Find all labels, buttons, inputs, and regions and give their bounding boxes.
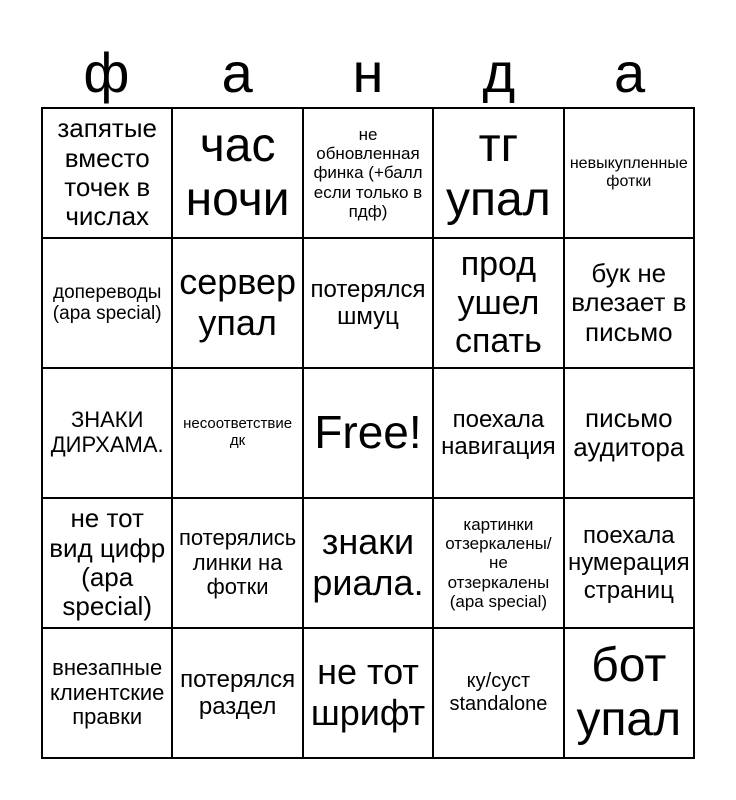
bingo-cell[interactable]: ку/суст standalone [433, 628, 563, 758]
bingo-cell[interactable]: картинки отзеркалены/ не отзеркалены (apa special) [433, 498, 563, 628]
bingo-cell[interactable]: ЗНАКИ ДИРХАМА. [42, 368, 172, 498]
bingo-cell[interactable]: бот упал [564, 628, 694, 758]
title-letter: а [614, 41, 646, 104]
bingo-cell[interactable]: невыкупленные фотки [564, 108, 694, 238]
bingo-cell[interactable]: не тот вид цифр (apa special) [42, 498, 172, 628]
free-space-cell[interactable]: Free! [303, 368, 433, 498]
bingo-cell[interactable]: потерялись линки на фотки [172, 498, 302, 628]
title-letter: н [352, 41, 384, 104]
bingo-cell[interactable]: поехала навигация [433, 368, 563, 498]
bingo-cell[interactable]: запятые вместо точек в числах [42, 108, 172, 238]
bingo-cell[interactable]: не тот шрифт [303, 628, 433, 758]
title-letter: д [482, 41, 516, 104]
bingo-cell[interactable]: поехала нумерация страниц [564, 498, 694, 628]
title-letter: ф [83, 41, 130, 104]
bingo-cell[interactable]: несоответствие дк [172, 368, 302, 498]
bingo-cell[interactable]: потерялся раздел [172, 628, 302, 758]
bingo-cell[interactable]: потерялся шмуц [303, 238, 433, 368]
title-letter: а [221, 41, 253, 104]
bingo-cell[interactable]: бук не влезает в письмо [564, 238, 694, 368]
card-title [41, 0, 695, 107]
bingo-cell[interactable]: внезапные клиентские правки [42, 628, 172, 758]
bingo-cell[interactable]: допереводы (apa special) [42, 238, 172, 368]
bingo-cell[interactable]: сервер упал [172, 238, 302, 368]
bingo-cell[interactable]: знаки риала. [303, 498, 433, 628]
bingo-cell[interactable]: прод ушел спать [433, 238, 563, 368]
bingo-card [41, 0, 695, 759]
bingo-cell[interactable]: тг упал [433, 108, 563, 238]
bingo-cell[interactable]: час ночи [172, 108, 302, 238]
bingo-grid [41, 107, 695, 759]
bingo-cell[interactable]: не обновленная финка (+балл если только в пдф) [303, 108, 433, 238]
bingo-cell[interactable]: письмо аудитора [564, 368, 694, 498]
